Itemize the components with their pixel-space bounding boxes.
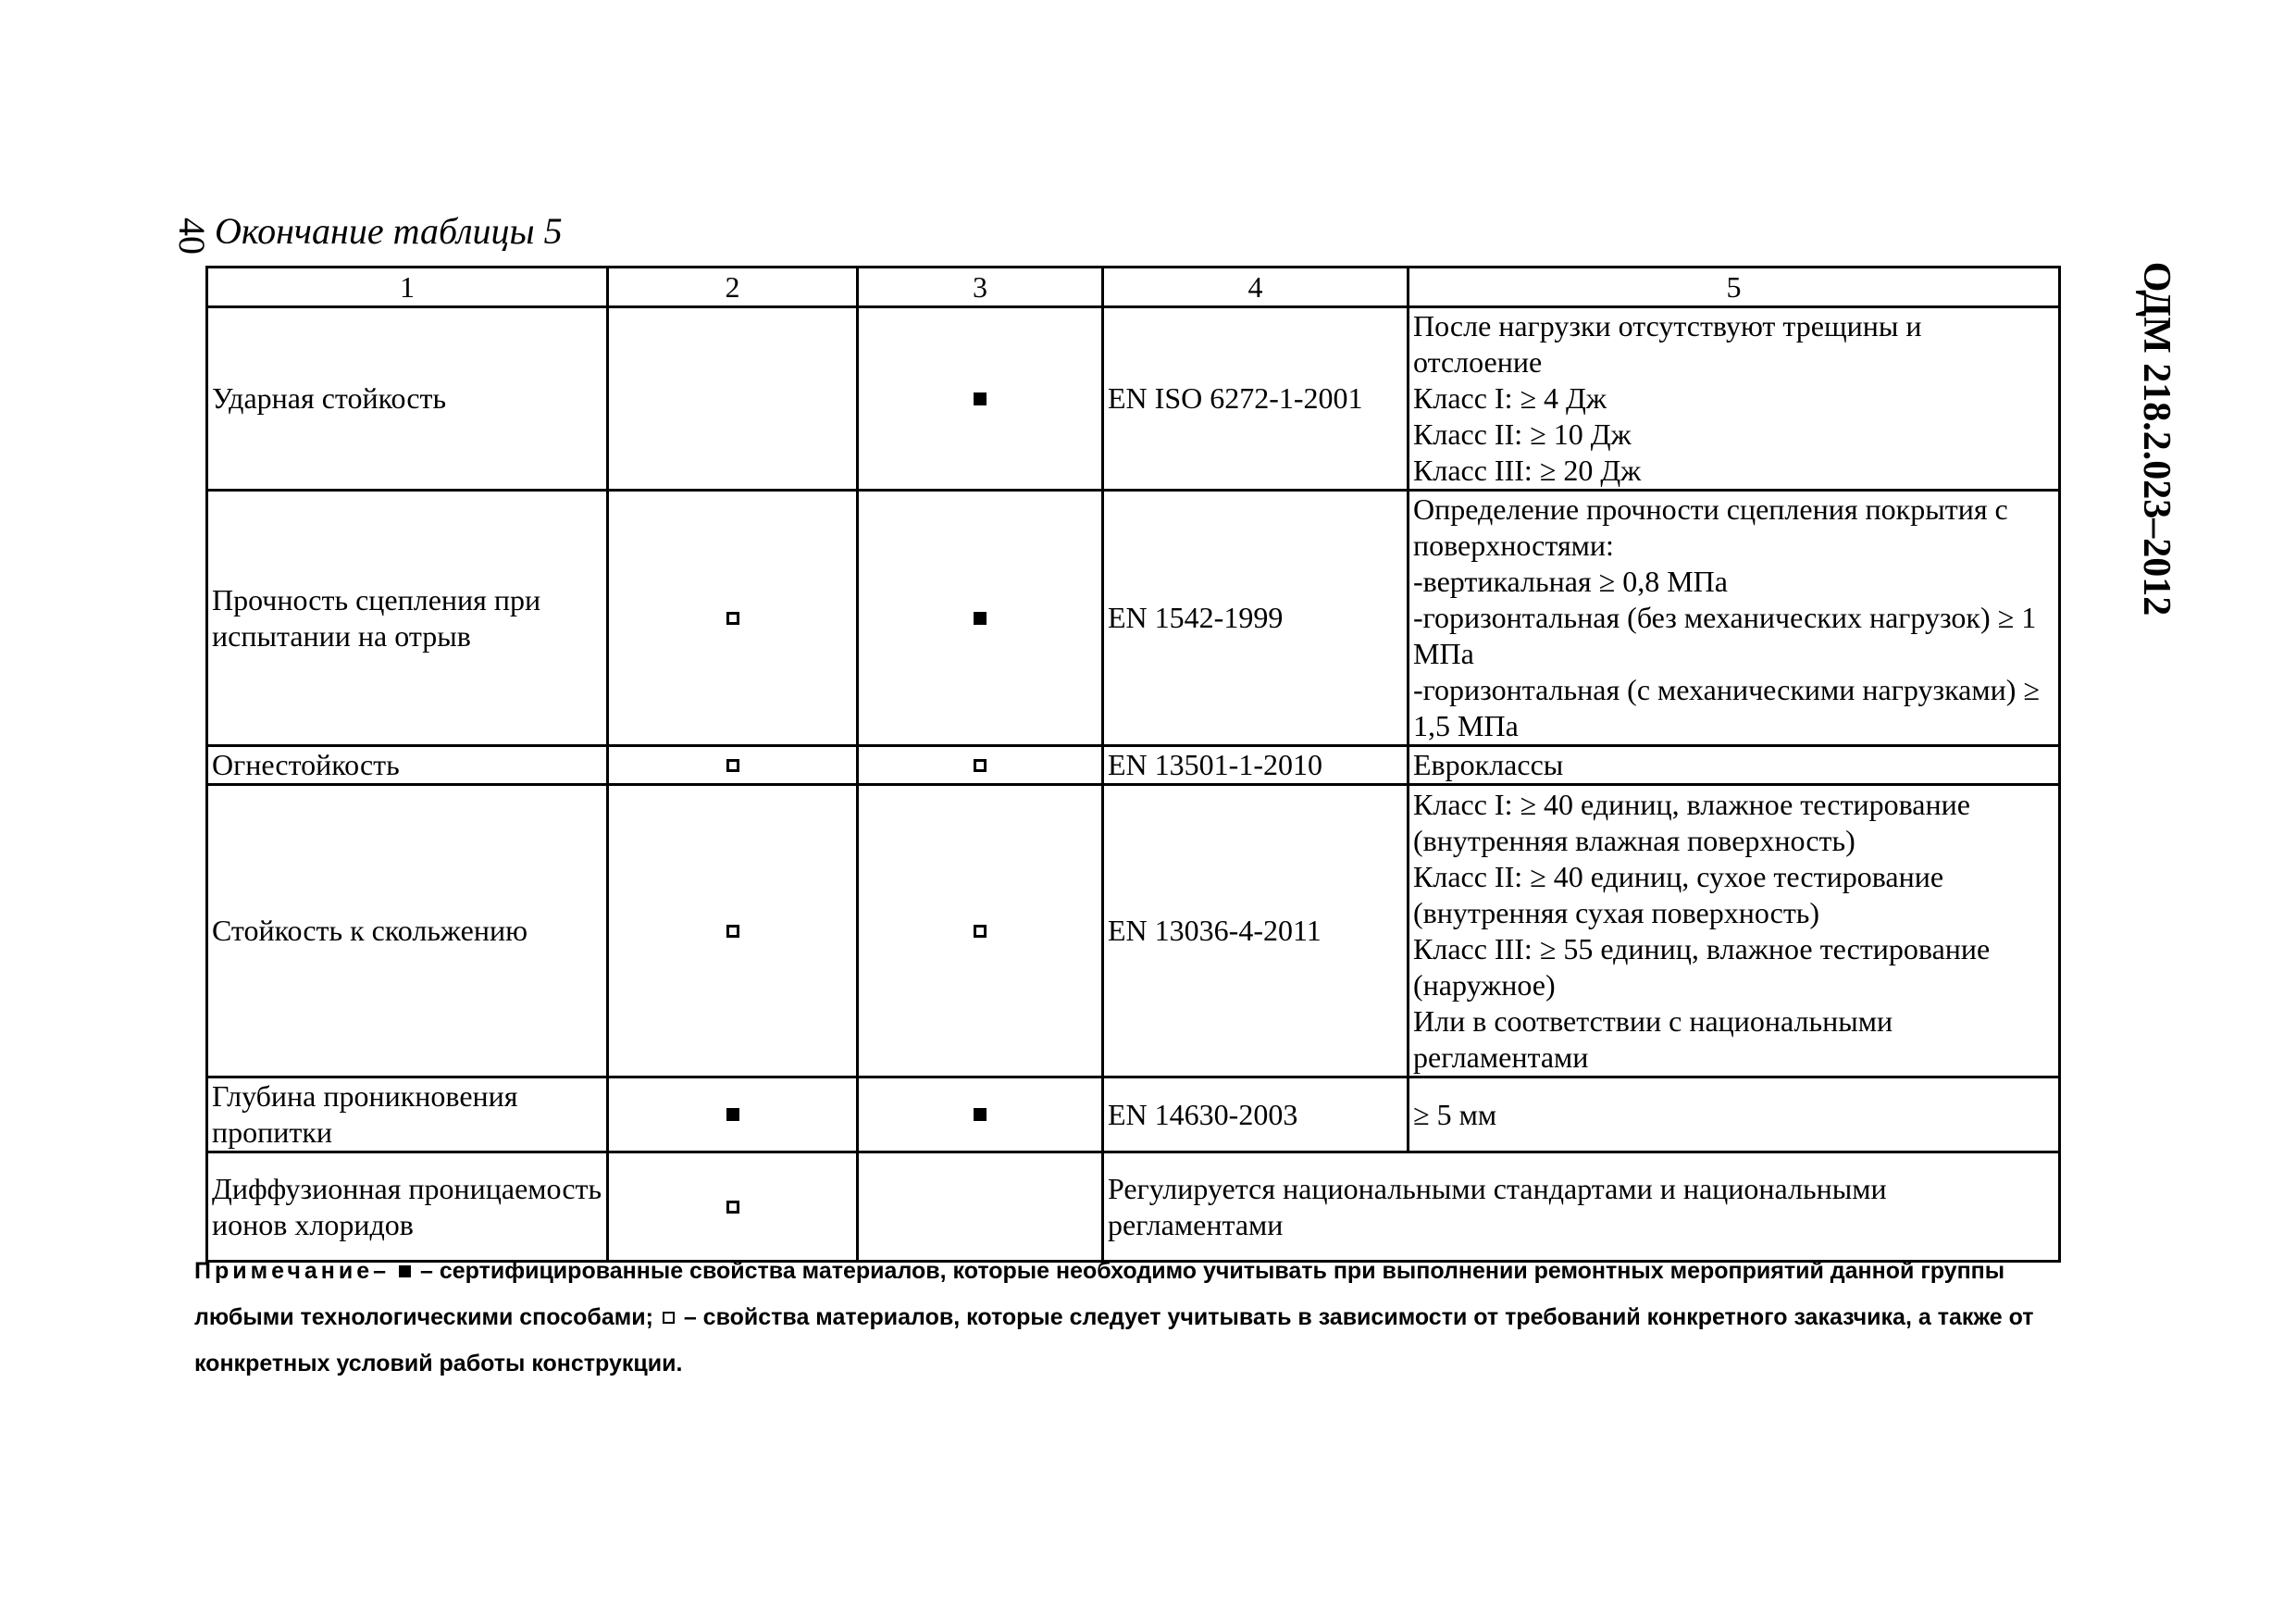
property-cell: Глубина проникновения пропитки (207, 1077, 608, 1152)
column-header: 2 (608, 268, 858, 307)
properties-table (205, 266, 2061, 1263)
note-filled-text: – сертифицированные свойства материалов, которые необходимо учитывать при выполнении ремонтных мероприятий данной группы любыми технологическими способами; (194, 1258, 2005, 1330)
table-row (207, 1077, 2060, 1152)
requirements-cell (1409, 491, 2060, 746)
filled-square-icon (399, 1265, 411, 1277)
table-row (207, 785, 2060, 1077)
column-header: 3 (858, 268, 1103, 307)
standard-cell: EN ISO 6272-1-2001 (1103, 307, 1409, 491)
requirement-line: ≥ 5 мм (1413, 1097, 1497, 1131)
filled-square-icon (974, 1108, 987, 1121)
standard-cell: EN 13501-1-2010 (1103, 746, 1409, 785)
hollow-square-icon (974, 925, 987, 938)
requirements-cell (1409, 746, 2060, 785)
hollow-square-icon (663, 1312, 675, 1324)
note-hollow-text: – свойства материалов, которые следует учитывать в зависимости от требований конкретного заказчика, а также от конкретных условий работы конструкции. (194, 1304, 2034, 1376)
mark-cell (608, 491, 858, 746)
table-note (194, 1248, 2064, 1387)
requirements-cell (1409, 1077, 2060, 1152)
filled-square-icon (974, 392, 987, 405)
property-cell: Ударная стойкость (207, 307, 608, 491)
requirement-line: Класс II: ≥ 10 Дж (1413, 417, 1632, 451)
hollow-square-icon (726, 759, 739, 772)
hollow-square-icon (726, 925, 739, 938)
mark-cell (608, 1077, 858, 1152)
requirement-line: Или в соответствии с национальными регламентами (1413, 1003, 1893, 1074)
mark-cell (858, 746, 1103, 785)
requirements-cell (1409, 307, 2060, 491)
mark-cell (858, 1077, 1103, 1152)
mark-cell (608, 785, 858, 1077)
requirement-line: Класс I: ≥ 40 единиц, влажное тестирование (внутренняя влажная поверхность) (1413, 787, 1970, 857)
column-header: 4 (1103, 268, 1409, 307)
requirement-line: -горизонтальная (с механическими нагрузками) ≥ 1,5 МПа (1413, 673, 2040, 742)
filled-square-icon (726, 1108, 739, 1121)
merged-requirements-cell: Регулируется национальными стандартами и национальными регламентами (1103, 1152, 2060, 1262)
requirement-line: Класс III: ≥ 20 Дж (1413, 454, 1642, 487)
requirement-line: Класс III: ≥ 55 единиц, влажное тестирование (наружное) (1413, 931, 1991, 1002)
requirement-line: После нагрузки отсутствуют трещины и отслоение (1413, 309, 1922, 379)
note-label: Примечание– (194, 1258, 391, 1284)
mark-cell (858, 307, 1103, 491)
mark-cell (858, 1152, 1103, 1262)
requirement-line: Евроклассы (1413, 748, 1564, 781)
table-row (207, 307, 2060, 491)
requirement-line: Класс I: ≥ 4 Дж (1413, 381, 1607, 415)
requirement-line: -горизонтальная (без механических нагрузок) ≥ 1 МПа (1413, 601, 2037, 670)
document-code: ОДМ 218.2.023–2012 (2135, 261, 2178, 616)
table-row (207, 491, 2060, 746)
table-caption: Окончание таблицы 5 (215, 210, 563, 252)
mark-cell (608, 307, 858, 491)
hollow-square-icon (974, 759, 987, 772)
requirements-cell (1409, 785, 2060, 1077)
property-cell: Прочность сцепления при испытании на отрыв (207, 491, 608, 746)
column-header: 5 (1409, 268, 2060, 307)
page-number: 40 (171, 218, 213, 255)
standard-cell: EN 1542-1999 (1103, 491, 1409, 746)
standard-cell: EN 14630-2003 (1103, 1077, 1409, 1152)
hollow-square-icon (726, 1201, 739, 1214)
mark-cell (858, 491, 1103, 746)
property-cell: Диффузионная проницаемость ионов хлоридов (207, 1152, 608, 1262)
requirement-line: -вертикальная ≥ 0,8 МПа (1413, 565, 1728, 598)
standard-cell: EN 13036-4-2011 (1103, 785, 1409, 1077)
mark-cell (608, 1152, 858, 1262)
mark-cell (608, 746, 858, 785)
table-row (207, 1152, 2060, 1262)
table-header-row (207, 268, 2060, 307)
hollow-square-icon (726, 612, 739, 625)
filled-square-icon (974, 612, 987, 625)
table-row (207, 746, 2060, 785)
requirement-line: Класс II: ≥ 40 единиц, сухое тестирование (внутренняя сухая поверхность) (1413, 859, 1944, 929)
property-cell: Огнестойкость (207, 746, 608, 785)
property-cell: Стойкость к скольжению (207, 785, 608, 1077)
requirement-line: Определение прочности сцепления покрытия с поверхностями: (1413, 492, 2008, 562)
column-header: 1 (207, 268, 608, 307)
mark-cell (858, 785, 1103, 1077)
